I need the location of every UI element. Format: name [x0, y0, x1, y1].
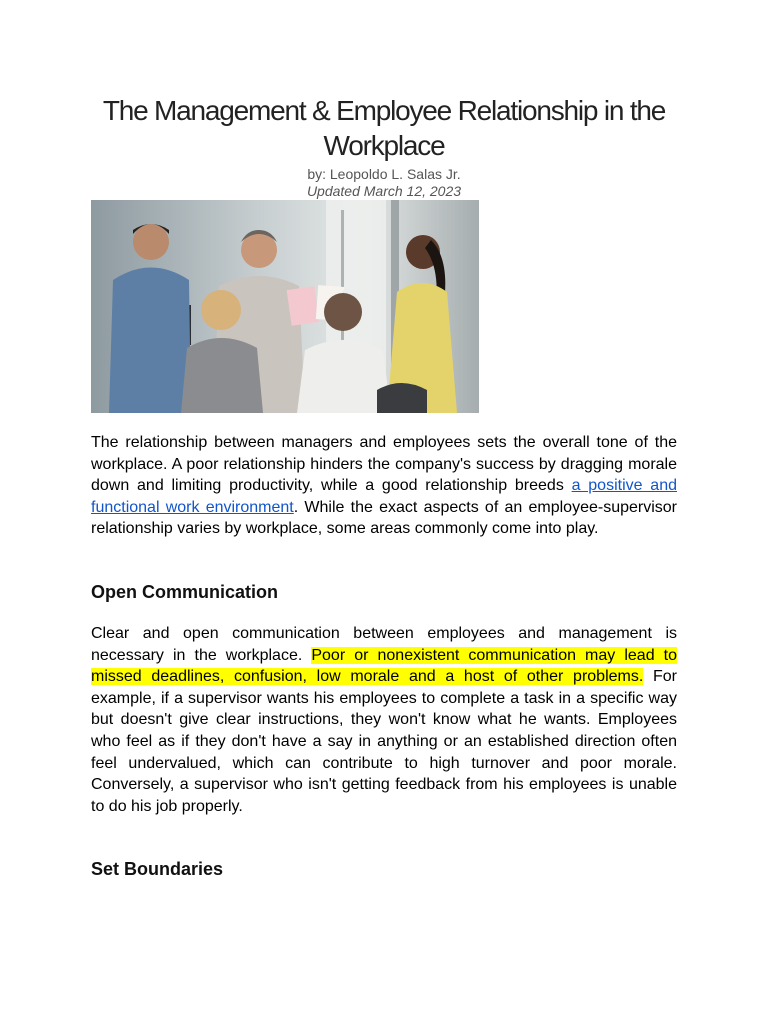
intro-text-end: . While the exact aspects of an employee-supervisor relationship varies by workplace, some areas commonly come into play.: [91, 498, 678, 538]
open-communication-paragraph: [91, 623, 677, 817]
intro-text-start: The relationship between managers and employees sets the overall tone of the workplace. A poor relationship hinders the company's success by dragging morale down and limiting productivity, while a good relationship breeds: [91, 434, 677, 495]
article-updated-date: Updated March 12, 2023: [306, 183, 462, 199]
office-meeting-photo: [91, 200, 479, 413]
communication-text-start: Clear and open communication between employees and management is necessary in the workplace.: [91, 625, 677, 664]
section-heading-set-boundaries: Set Boundaries: [91, 859, 224, 879]
article-title: The Management & Employee Relationship in the Workplace: [102, 95, 666, 161]
positive-work-environment-link[interactable]: a positive and functional work environment: [91, 477, 678, 516]
communication-text-end: For example, if a supervisor wants his employees to complete a task in a specific way but doesn't give clear instructions, they won't know what he wants. Employees who feel as if they don't have a say in anything or an established direction often feel undervalued, which can contribute to high turnover and poor morale. Conversely, a supervisor who isn't getting feedback from his employees is unable to do his job properly.: [91, 668, 678, 815]
highlighted-sentence: Poor or nonexistent communication may lead to missed deadlines, confusion, low morale and a host of other problems.: [91, 646, 677, 686]
section-heading-open-communication: Open Communication: [91, 582, 279, 602]
intro-paragraph: [91, 432, 677, 540]
article-byline: by: Leopoldo L. Salas Jr.: [307, 166, 461, 182]
office-meeting-illustration: [91, 200, 479, 413]
